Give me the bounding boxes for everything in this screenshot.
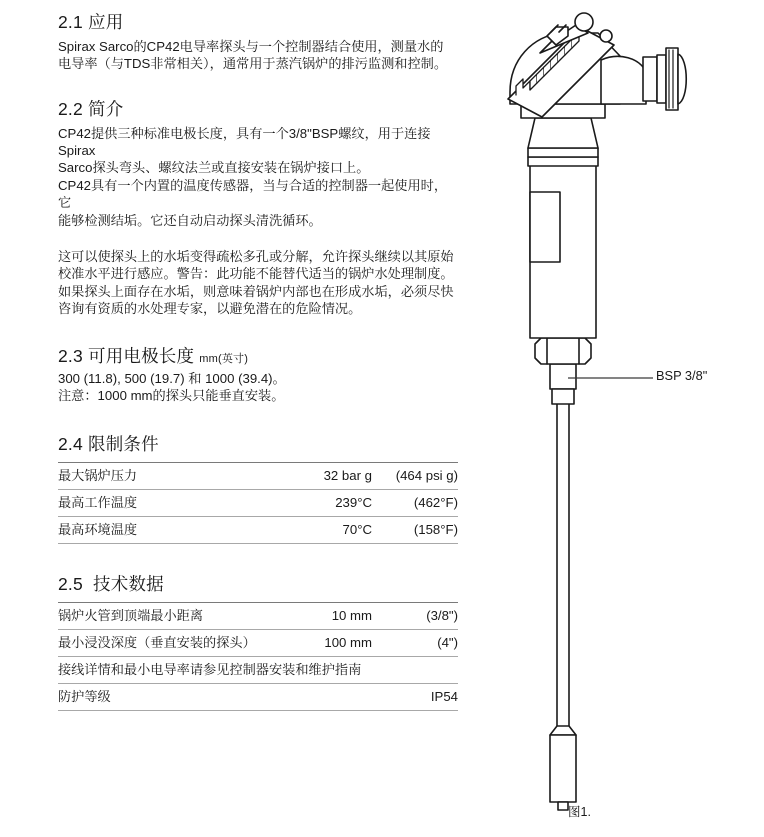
table-row: [58, 657, 458, 684]
row-imperial: (4"): [372, 630, 458, 657]
probe-label-plate: [530, 192, 560, 262]
row-value: [276, 684, 372, 711]
figure-caption: 图1.: [568, 805, 591, 819]
section-2-5-heading: 2.5 技术数据: [58, 574, 164, 595]
section-2-1: [58, 12, 458, 73]
row-value: 32 bar g: [276, 463, 372, 490]
table-row: [58, 463, 458, 490]
section-2-1-line-2: 电导率（与TDS非常相关），通常用于蒸汽锅炉的排污监测和控制。: [58, 56, 448, 72]
probe-collar-lower: [528, 157, 598, 166]
row-label: 最大锅炉压力: [58, 463, 276, 490]
table-row: [58, 603, 458, 630]
row-value: 239°C: [276, 490, 372, 517]
bsp-callout-label: BSP 3/8": [656, 368, 708, 383]
section-2-1-line-1: Spirax Sarco的CP42电导率探头与一个控制器结合使用，测量水的: [58, 38, 444, 54]
section-2-2-heading: 2.2 简介: [58, 98, 124, 119]
row-label: 防护等级: [58, 684, 276, 711]
row-value: 100 mm: [276, 630, 372, 657]
probe-collar-upper: [528, 148, 598, 157]
section-2-2-p1-line-4: 能够检测结垢。它还自动启动探头清洗循环。: [58, 212, 322, 228]
section-2-1-heading: 2.1 应用: [58, 12, 124, 32]
row-imperial: (3/8"): [372, 603, 458, 630]
section-2-4-heading: 2.4 限制条件: [58, 434, 159, 455]
row-label: 锅炉火管到顶端最小距离: [58, 603, 276, 630]
cable-gland-boss: [601, 56, 646, 104]
row-label: 最高工作温度: [58, 490, 276, 517]
probe-rod: [557, 400, 569, 730]
section-2-2-p1-line-3: CP42具有一个内置的温度传感器，当与合适的控制器一起使用时，它: [58, 177, 448, 211]
probe-technical-drawing: [488, 0, 764, 837]
section-2-2-p2-line-4: 咨询有资质的水处理专家，以避免潜在的危险情况。: [58, 301, 362, 317]
section-2-3-heading-unit: mm(英寸): [199, 352, 249, 365]
technical-data-table: [58, 602, 458, 711]
section-2-3: [58, 346, 458, 405]
section-2-3-line-1: 300 (11.8), 500 (19.7) 和 1000 (39.4)。: [58, 370, 286, 386]
section-2-5: [58, 574, 458, 711]
section-2-2-p1-line-1: CP42提供三种标准电极长度，具有一个3/8"BSP螺纹，用于连接Spirax: [58, 125, 431, 158]
bsp-thread-body: [552, 389, 574, 404]
section-2-2: [58, 99, 458, 318]
row-label: 接线详情和最小电导率请参见控制器安装和维护指南: [58, 657, 458, 684]
table-row: [58, 684, 458, 711]
cable-gland-cap: [678, 54, 686, 104]
section-2-3-heading: [58, 346, 458, 368]
hex-nut: [535, 338, 591, 364]
probe-tip-nub: [558, 802, 568, 810]
head-neck-taper: [528, 118, 598, 148]
row-imperial: (462°F): [372, 490, 458, 517]
row-label: 最小浸没深度（垂直安装的探头）: [58, 630, 276, 657]
section-2-2-p1-line-2: Sarco探头弯头、螺纹法兰或直接安装在锅炉接口上。: [58, 160, 370, 176]
table-row: [58, 490, 458, 517]
table-row: [58, 517, 458, 544]
section-2-2-p2-line-2: 校准水平进行感应。警告：此功能不能替代适当的锅炉水处理制度。: [58, 266, 454, 282]
section-2-2-p2-line-3: 如果探头上面存在水垢，则意味着锅炉内部也在形成水垢，必须尽快: [58, 283, 454, 299]
cable-gland-ring-1: [657, 55, 666, 103]
section-2-3-line-2: 注意：1000 mm的探头只能垂直安装。: [58, 387, 285, 403]
cable-gland-ring-2: [666, 48, 678, 110]
section-2-3-heading-main: 2.3 可用电极长度: [58, 345, 200, 366]
row-value: 10 mm: [276, 603, 372, 630]
document-text-column: [58, 0, 458, 711]
row-imperial: (464 psi g): [372, 463, 458, 490]
head-screw-knob-small: [600, 30, 612, 42]
limiting-conditions-table: [58, 462, 458, 544]
row-imperial: IP54: [372, 684, 458, 711]
row-imperial: (158°F): [372, 517, 458, 544]
section-2-2-p2-line-1: 这可以使探头上的水垢变得疏松多孔或分解，允许探头继续以其原始: [58, 249, 454, 264]
probe-tip-body: [550, 735, 576, 802]
cable-gland-neck: [643, 57, 657, 101]
probe-tip-taper: [550, 726, 576, 735]
head-screw-knob-large: [575, 13, 593, 31]
bsp-thread-shoulder: [550, 364, 576, 389]
table-row: [58, 630, 458, 657]
row-value: 70°C: [276, 517, 372, 544]
row-label: 最高环境温度: [58, 517, 276, 544]
section-2-4: [58, 434, 458, 544]
